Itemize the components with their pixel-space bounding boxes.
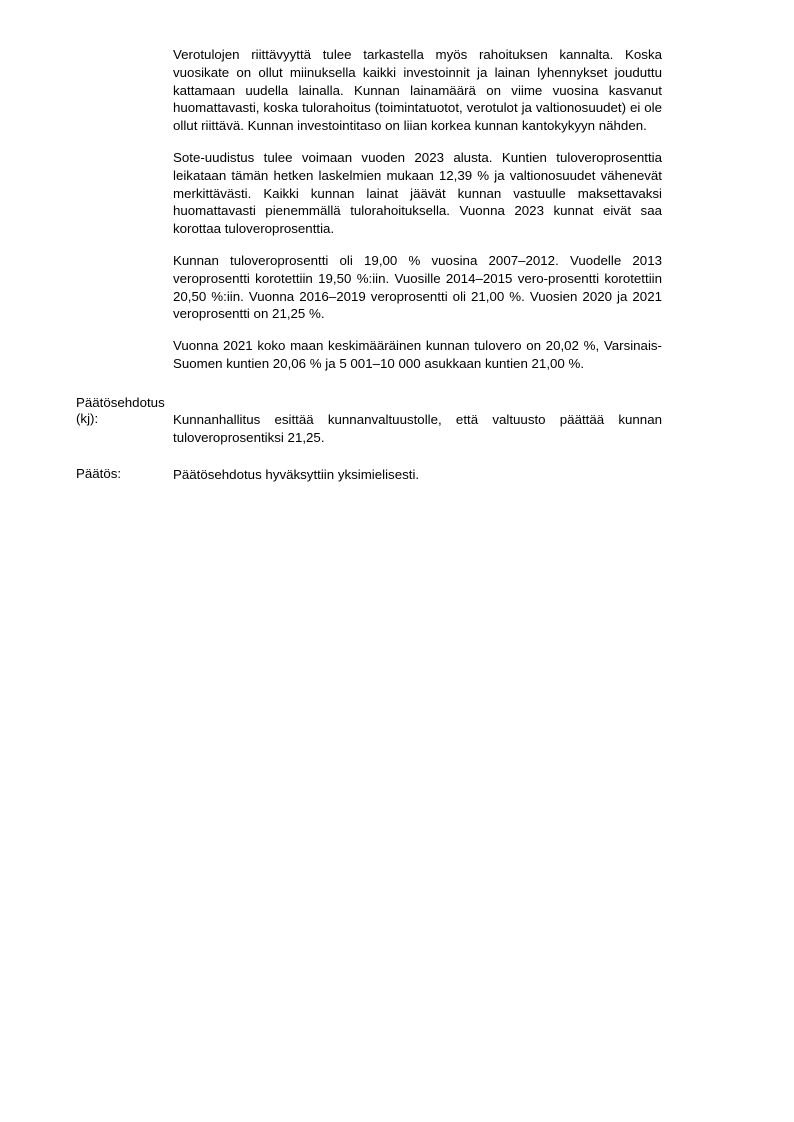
paragraph-block-3: [0, 252, 794, 323]
paragraph-text-1: [173, 46, 662, 135]
paragraph-text-2-content: Sote-uudistus tulee voimaan vuoden 2023 alusta. Kuntien tuloveroprosenttia leikataan tämän hetken laskelmien mukaan 12,39 % ja valtionosuudet vähenevät merkittävästi. Kaikki kunnan lainat jäävät kunnan vastuulle maksettavaksi huomattavasti pienemmällä tulorahoituksella. Vuonna 2023 kunnat eivät saa korottaa tuloveroprosenttia.: [173, 149, 662, 237]
paragraph-text-3-content: Kunnan tuloveroprosentti oli 19,00 % vuosina 2007–2012. Vuodelle 2013 veroprosentti korotettiin 19,50 %:iin. Vuosille 2014–2015 vero-prosentti korotettiin 20,50 %:iin. Vuonna 2016–2019 veroprosentti oli 21,00 %. Vuosien 2020 ja 2021 veroprosentti on 21,25 %.: [173, 252, 662, 322]
document-body: [0, 46, 794, 498]
decision-label-text: Päätös:: [76, 466, 122, 482]
paragraph-text-1-content: Verotulojen riittävyyttä tulee tarkastella myös rahoituksen kannalta. Koska vuosikate on ollut miinuksella kaikki investoinnit ja lainan lyhennykset jouduttu kattamaan uudella lainalla. Kunnan lainamäärä on viime vuosina kasvanut huomattavasti, koska tulorahoitus (toimintatuotot, verotulot ja valtionosuudet) ei ole ollut riittävä. Kunnan investointitaso on liian korkea kunnan kantokykyyn nähden.: [173, 47, 662, 134]
paragraph-text-3: [173, 252, 662, 323]
paragraph-block-4: [0, 337, 794, 373]
decision-proposal-text: [173, 395, 662, 447]
paragraph-text-4-content: Vuonna 2021 koko maan keskimääräinen kunnan tulovero on 20,02 %, Varsinais-Suomen kuntien 20,06 % ja 5 001–10 000 asukkaan kuntien 21,00 %.: [173, 338, 662, 371]
paragraph-text-4: [173, 337, 662, 373]
decision-block: [0, 466, 794, 484]
decision-label: [0, 466, 173, 483]
decision-proposal-block: [0, 395, 794, 447]
paragraph-text-2: [173, 149, 662, 238]
decision-proposal-text-content: Kunnanhallitus esittää kunnanvaltuustolle, että valtuusto päättää kunnan tuloveroprosentiksi 21,25.: [173, 411, 662, 445]
paragraph-block-2: [0, 149, 794, 238]
paragraph-block-1: [0, 46, 794, 135]
decision-proposal-label-line2: (kj):: [76, 411, 99, 427]
decision-proposal-label-line1: Päätösehdotus: [76, 394, 165, 410]
decision-proposal-label: [0, 395, 173, 428]
decision-text-content: Päätösehdotus hyväksyttiin yksimielisesti.: [173, 467, 420, 483]
decision-text: [173, 466, 662, 484]
